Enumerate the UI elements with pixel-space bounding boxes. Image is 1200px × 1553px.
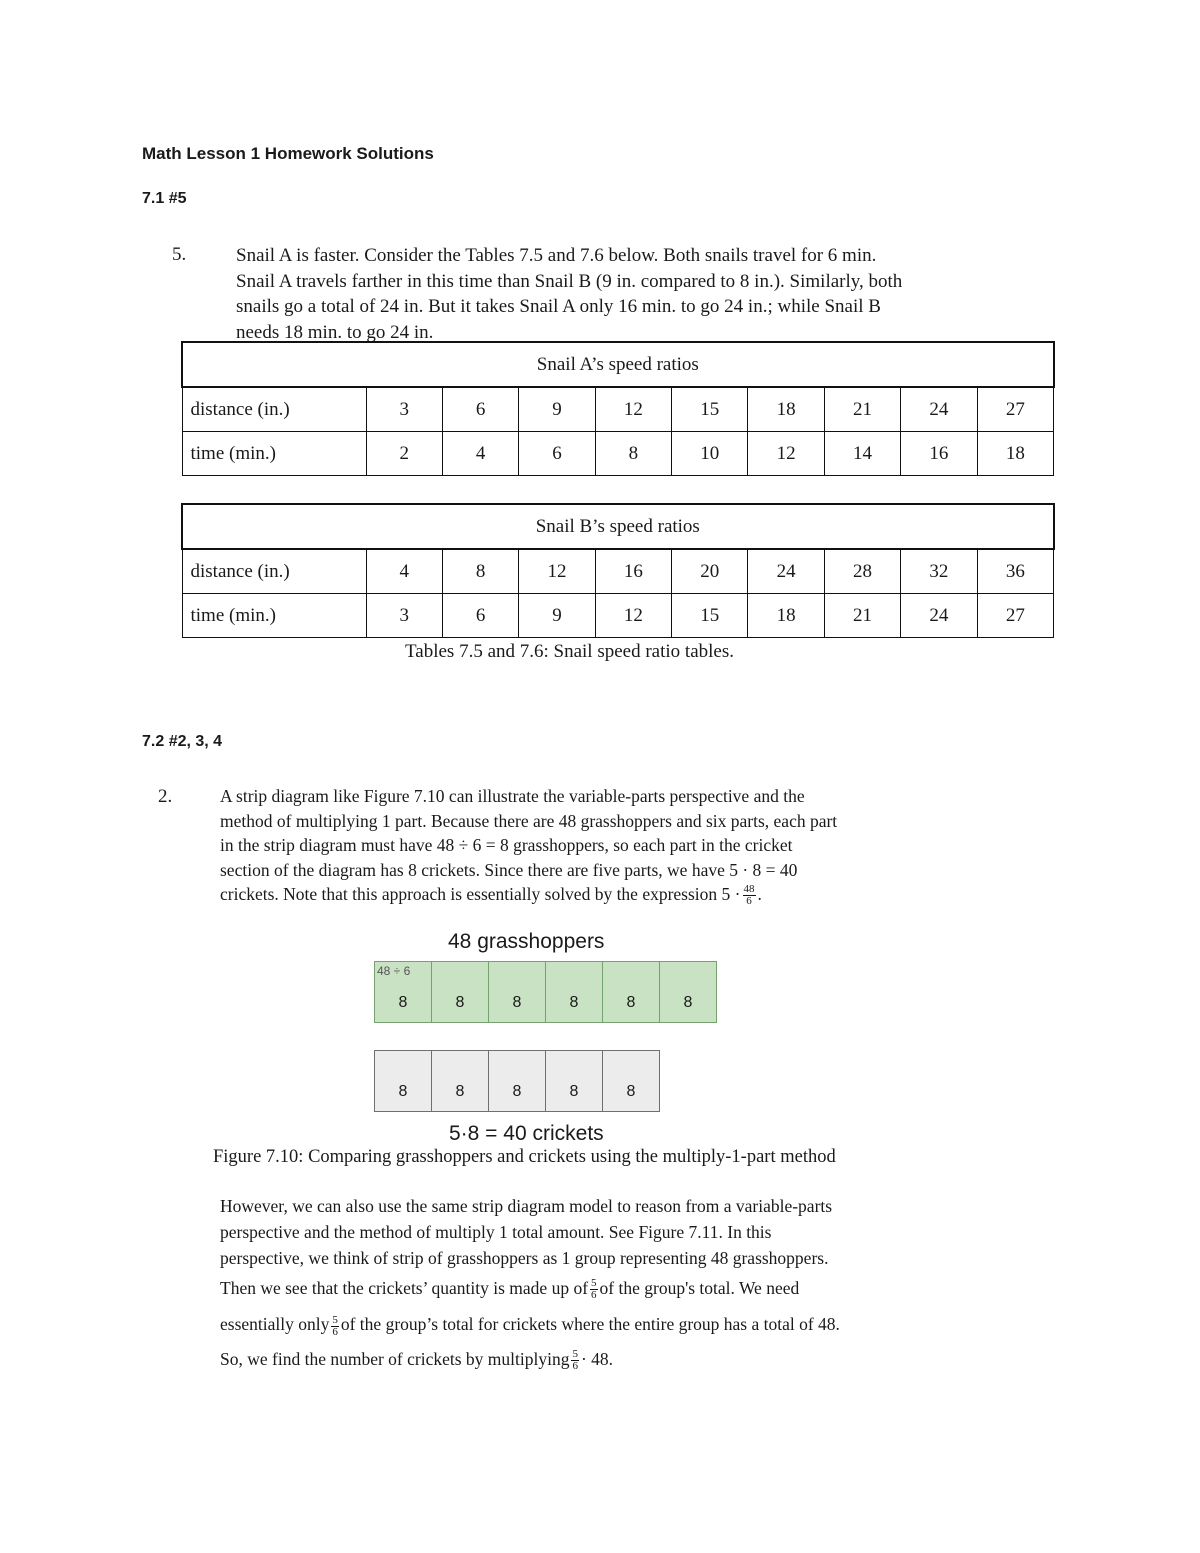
- paragraph-line: [220, 882, 980, 907]
- paragraph-line: perspective and the method of multiply 1 total amount. See Figure 7.11. In this: [220, 1222, 772, 1242]
- table-cell: 24: [901, 594, 977, 638]
- cell-value: 8: [683, 994, 693, 1011]
- snail-b-speed-table: [181, 503, 1055, 638]
- table-cell: 3: [366, 387, 442, 432]
- strip-cell: [431, 1050, 489, 1112]
- table-cell: 6: [519, 432, 595, 476]
- strip-cell: [374, 961, 432, 1023]
- table-cell: 12: [595, 387, 671, 432]
- table-cell: 16: [595, 549, 671, 594]
- fraction-numerator: 5: [591, 1277, 597, 1290]
- line-text: crickets. Note that this approach is essentially solved by the expression 5 ·: [220, 884, 741, 904]
- problem-5-paragraph: [236, 243, 1036, 345]
- line-text: of the group's total. We need: [599, 1278, 800, 1298]
- table-cell: 12: [748, 432, 824, 476]
- table-cell: 4: [366, 549, 442, 594]
- grasshopper-strip: [374, 961, 717, 1023]
- line-text-end: .: [757, 884, 762, 904]
- cell-value: 8: [569, 1083, 579, 1100]
- line-text: Then we see that the crickets’ quantity is made up of: [220, 1278, 589, 1298]
- fraction-denominator: 6: [332, 1325, 338, 1338]
- table-cell: 28: [824, 549, 900, 594]
- table-title: Snail B’s speed ratios: [182, 504, 1054, 549]
- table-cell: 18: [748, 387, 824, 432]
- table-cell: 24: [748, 549, 824, 594]
- table-cell: 32: [901, 549, 977, 594]
- table-cell: 6: [442, 387, 518, 432]
- fraction-5-over-6: [571, 1349, 579, 1372]
- section-heading-7-2: 7.2 #2, 3, 4: [142, 733, 223, 750]
- table-cell: 21: [824, 387, 900, 432]
- row-label: distance (in.): [182, 549, 366, 594]
- table-cell: 21: [824, 594, 900, 638]
- table-cell: 4: [442, 432, 518, 476]
- strip-cell: [488, 961, 546, 1023]
- table-cell: 16: [901, 432, 977, 476]
- fraction-numerator: 5: [572, 1348, 578, 1361]
- paragraph-line: [220, 1346, 980, 1372]
- fraction-numerator: 48: [743, 883, 755, 896]
- problem-2-paragraph: [220, 784, 980, 907]
- paragraph-line: [220, 1275, 980, 1301]
- row-label: time (min.): [182, 432, 366, 476]
- table-cell: 27: [977, 594, 1053, 638]
- table-cell: 24: [901, 387, 977, 432]
- paragraph-line: snails go a total of 24 in. But it takes Snail A only 16 min. to go 24 in.; while Snail B: [236, 296, 881, 317]
- strip-cell: [374, 1050, 432, 1112]
- strip-cell: [602, 1050, 660, 1112]
- table-row-time: [182, 594, 1054, 638]
- table-cell: 36: [977, 549, 1053, 594]
- section-heading-7-1: 7.1 #5: [142, 190, 187, 207]
- table-cell: 6: [442, 594, 518, 638]
- fraction-48-over-6: [743, 884, 756, 907]
- fraction-denominator: 6: [572, 1360, 578, 1373]
- crickets-label: 5·8 = 40 crickets: [449, 1122, 604, 1145]
- paragraph-line: [220, 1311, 980, 1337]
- fraction-denominator: 6: [746, 895, 752, 908]
- strip-cell: [659, 961, 717, 1023]
- table-cell: 10: [672, 432, 748, 476]
- document-title: Math Lesson 1 Homework Solutions: [142, 144, 434, 163]
- cell-value: 8: [512, 994, 522, 1011]
- paragraph-line: needs 18 min. to go 24 in.: [236, 321, 434, 343]
- table-cell: 12: [595, 594, 671, 638]
- strip-cell: [602, 961, 660, 1023]
- strip-cell: [431, 961, 489, 1023]
- line-text: So, we find the number of crickets by multiplying: [220, 1348, 570, 1369]
- paragraph-line: Snail A travels farther in this time than Snail B (9 in. compared to 8 in.). Similarly, both: [236, 270, 903, 292]
- table-cell: 15: [672, 594, 748, 638]
- cell-value: 8: [398, 994, 408, 1011]
- fraction-5-over-6: [590, 1278, 598, 1301]
- cell-value: 8: [626, 1083, 636, 1100]
- cricket-strip: [374, 1050, 660, 1112]
- paragraph-line: Snail A is faster. Consider the Tables 7.5 and 7.6 below. Both snails travel for 6 min.: [236, 245, 877, 266]
- cell-value: 8: [512, 1083, 522, 1100]
- strip-cell: [488, 1050, 546, 1112]
- problem-2-paragraph-2: [220, 1193, 980, 1372]
- fraction-denominator: 6: [591, 1289, 597, 1302]
- table-title: Snail A’s speed ratios: [182, 342, 1054, 387]
- table-row-time: [182, 432, 1054, 476]
- cell-value: 8: [398, 1083, 408, 1100]
- table-cell: 14: [824, 432, 900, 476]
- cell-value: 8: [455, 1083, 465, 1100]
- paragraph-line: A strip diagram like Figure 7.10 can illustrate the variable-parts perspective and the: [220, 786, 805, 806]
- table-row-distance: [182, 387, 1054, 432]
- table-cell: 8: [595, 432, 671, 476]
- problem-number-2: 2.: [158, 786, 173, 807]
- figure-caption: Figure 7.10: Comparing grasshoppers and crickets using the multiply-1-part method: [213, 1147, 836, 1167]
- table-cell: 9: [519, 387, 595, 432]
- paragraph-line: in the strip diagram must have 48 ÷ 6 = 8 grasshoppers, so each part in the cricket: [220, 835, 793, 855]
- table-cell: 20: [672, 549, 748, 594]
- table-cell: 12: [519, 549, 595, 594]
- table-cell: 18: [748, 594, 824, 638]
- cell-value: 8: [569, 994, 579, 1011]
- strip-cell: [545, 961, 603, 1023]
- paragraph-line: However, we can also use the same strip diagram model to reason from a variable-parts: [220, 1196, 833, 1216]
- row-label: distance (in.): [182, 387, 366, 432]
- line-text: · 48.: [580, 1348, 614, 1369]
- fraction-numerator: 5: [332, 1313, 338, 1326]
- table-cell: 18: [977, 432, 1054, 476]
- table-cell: 3: [366, 594, 442, 638]
- grasshoppers-label: 48 grasshoppers: [448, 930, 605, 953]
- line-text: of the group’s total for crickets where the entire group has a total of 48.: [340, 1314, 840, 1335]
- paragraph-line: method of multiplying 1 part. Because there are 48 grasshoppers and six parts, each part: [220, 810, 838, 831]
- strip-cell: [545, 1050, 603, 1112]
- cell-note: 48 ÷ 6: [377, 964, 411, 978]
- fraction-5-over-6: [331, 1315, 339, 1338]
- table-cell: 27: [977, 387, 1054, 432]
- paragraph-line: perspective, we think of strip of grasshoppers as 1 group representing 48 grasshoppers.: [220, 1248, 829, 1268]
- tables-caption: Tables 7.5 and 7.6: Snail speed ratio tables.: [405, 641, 734, 662]
- table-cell: 15: [672, 387, 748, 432]
- table-row-distance: [182, 549, 1054, 594]
- table-cell: 8: [442, 549, 518, 594]
- table-cell: 2: [366, 432, 442, 476]
- cell-value: 8: [626, 994, 636, 1011]
- problem-number-5: 5.: [172, 244, 187, 265]
- snail-a-speed-table: [181, 341, 1055, 476]
- cell-value: 8: [455, 994, 465, 1011]
- paragraph-line: section of the diagram has 8 crickets. Since there are five parts, we have 5 · 8 = 40: [220, 859, 798, 880]
- table-cell: 9: [519, 594, 595, 638]
- row-label: time (min.): [182, 594, 366, 638]
- line-text: essentially only: [220, 1314, 330, 1335]
